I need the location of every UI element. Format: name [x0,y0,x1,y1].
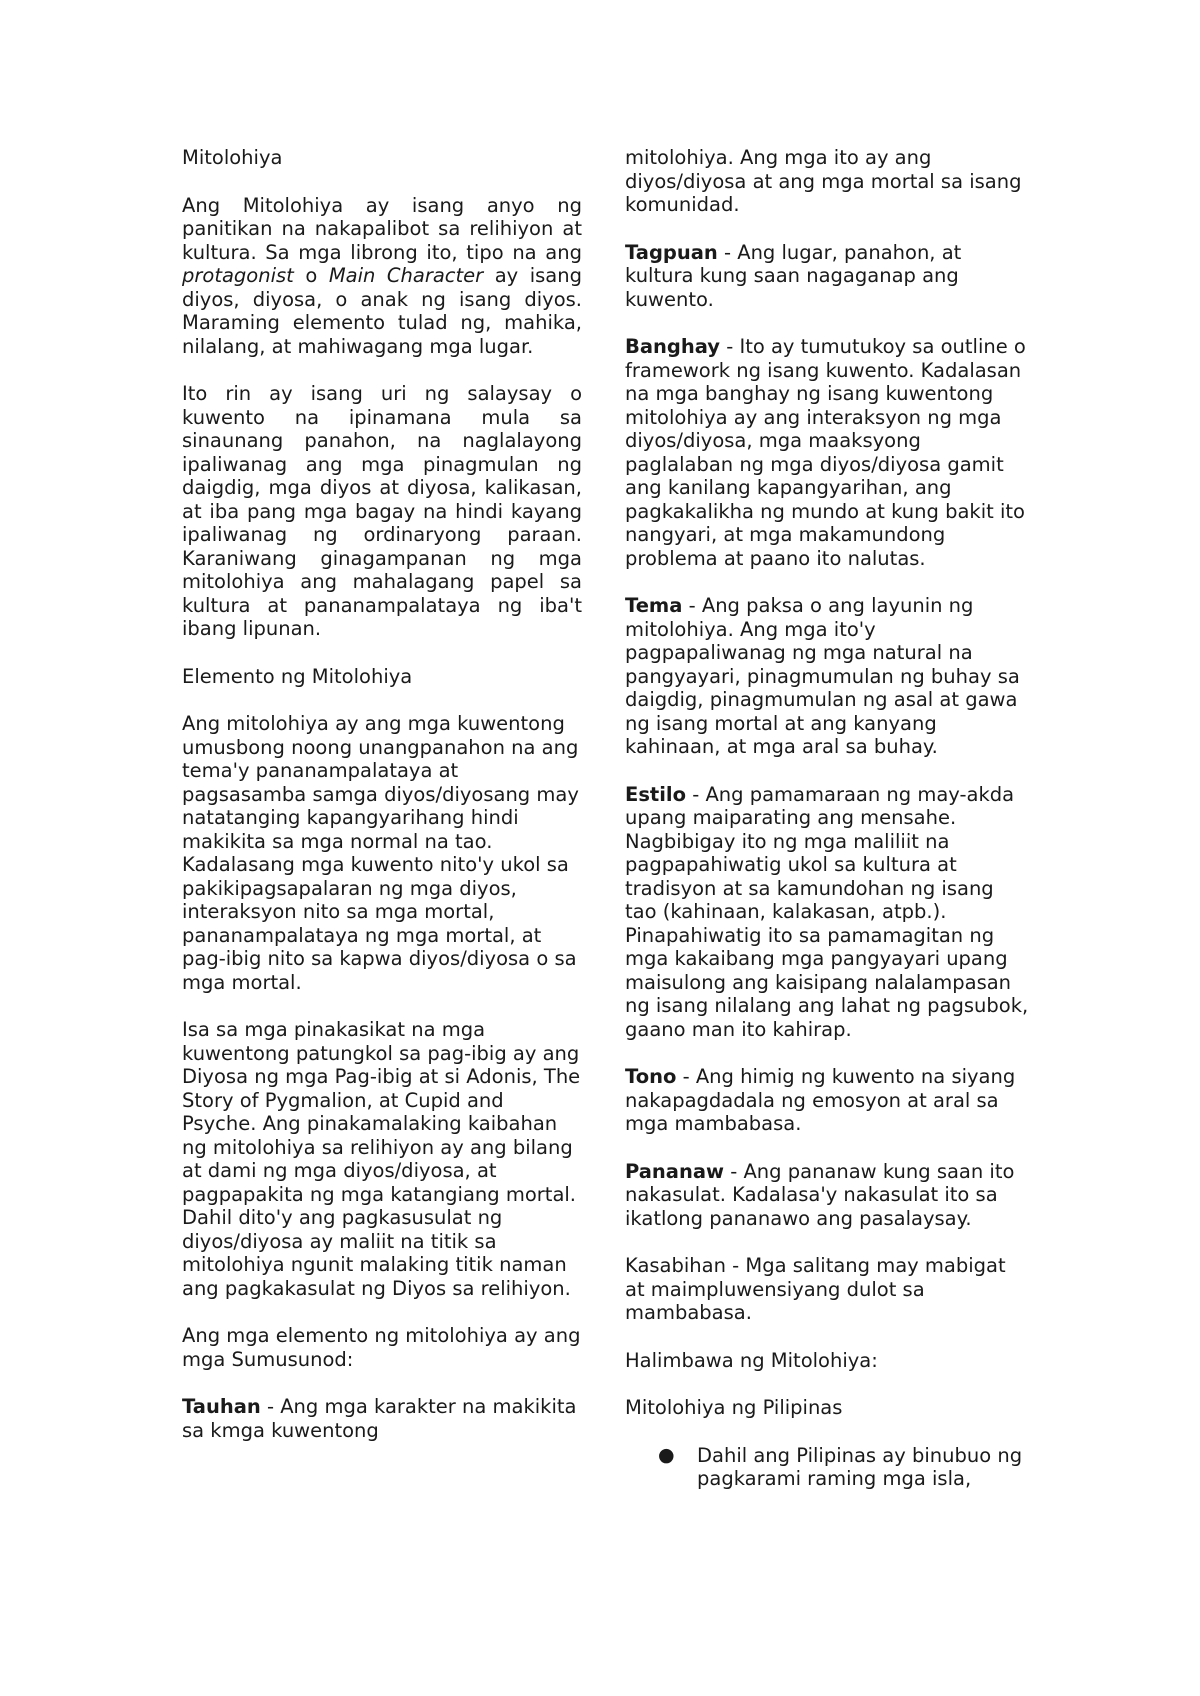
section-heading: Elemento ng Mitolohiya [182,664,413,688]
popular-stories-paragraph: Isa sa mga pinakasikat na mga kuwentong patungkol sa pag-ibig ay ang Diyosa ng mga Pag-ibig at si Adonis, The Story of Pygmalion, at Cupid and Psyche. Ang pinakamalaking kaibahan ng mitolohiya sa relihiyon ay ang bilang at dami ng mga diyos/diyosa, at pagpapakita ng mga katangiang mortal. Dahil dito'y ang pagkasusulat ng diyos/diyosa ay maliit na titik sa mitolohiya ngunit malaking titik naman ang pagkakasulat ng Diyos sa relihiyon. [182,1018,581,1300]
intro-paragraph: Ang Mitolohiya ay isang anyo ng panitikan na nakapalibot sa relihiyon at kultura. Sa mga librong ito, tipo na ang protagonist o Main Character ay isang diyos, diyosa, o anak ng isang diyos. Maraming elemento tulad ng, mahika, nilalang, at mahiwagang mga lugar. [182,193,582,358]
tauhan-term: Tauhan [182,1395,261,1418]
protagonist-term: protagonist [182,264,294,287]
element-kasabihan: Kasabihan - Mga salitang may mabigat at maimpluwensiyang dulot sa mambabasa. [625,1254,1006,1324]
tagpuan-term: Tagpuan [625,240,718,264]
elements-intro-paragraph: Ang mitolohiya ay ang mga kuwentong umusbong noong unangpanahon na ang tema'y pananampalataya at pagsasamba samga diyos/diyosang may natatanging kapangyarihang hindi makikita sa mga normal na tao. Kadalasang mga kuwento nito'y ukol sa pakikipagsapalaran ng mga diyos, interaksyon nito sa mga mortal, pananampalataya ng mga mortal, at pag-ibig nito sa kapwa diyos/diyosa o sa mga mortal. [182,712,579,994]
element-tauhan-continued: mitolohiya. Ang mga ito ay ang diyos/diyosa at ang mga mortal sa isang komunidad. [625,146,1022,216]
definition-paragraph: Ito rin ay isang uri ng salaysay o kuwento na ipinamana mula sa sinaunang panahon, na naglalayong ipaliwanag ang mga pinagmulan ng daigdig, mga diyos at diyosa, kalikasan, at iba pang mga bagay na hindi kayang ipaliwanag ng ordinaryong paraan. Karaniwang ginagampanan ng mga mitolohiya ang mahalagang papel sa kultura at pananampalataya ng iba't ibang lipunan. [182,382,582,640]
tono-term: Tono [625,1065,677,1088]
element-tauhan: Tauhan - Ang mga karakter na makikita sa kmga kuwentong [182,1395,577,1442]
tema-term: Tema [625,594,683,617]
banghay-term: Banghay [625,335,721,358]
examples-heading: Halimbawa ng Mitolohiya: [625,1348,878,1372]
estilo-term: Estilo [625,782,687,806]
element-tema: Tema - Ang paksa o ang layunin ng mitolohiya. Ang mga ito'y pagpapaliwanag ng mga natural na pangyayari, pinagmumulan ng buhay sa daigdig, pinagmumulan ng asal at gawa ng isang mortal at ang kanyang kahinaan, at mga aral sa buhay. [625,594,1020,758]
element-tono: Tono - Ang himig ng kuwento na siyang nakapagdadala ng emosyon at aral sa mga mambabasa. [625,1065,1016,1135]
element-estilo: Estilo - Ang pamamaraan ng may-akda upang maiparating ang mensahe. Nagbibigay ito ng mga maliliit na pagpapahiwatig ukol sa kultura at tradisyon at sa kamundohan ng isang tao (kahinaan, kalakasan, atpb.). Pinapahiwatig ito sa pamamagitan ng mga kakaibang mga pangyayari upang maisulong ang kaisipang nalalampasan ng isang nilalang ang lahat ng pagsubok, gaano man ito kahirap. [625,782,1029,1041]
element-banghay: Banghay - Ito ay tumutukoy sa outline o framework ng isang kuwento. Kadalasan na mga banghay ng isang kuwentong mitolohiya ay ang interaksyon ng mga diyos/diyosa, mga maaksyong paglalaban ng mga diyos/diyosa gamit ang kanilang kapangyarihan, ang pagkakalikha ng mundo at kung bakit ito nangyari, at mga makamundong problema at paano ito nalutas. [625,335,1026,570]
elements-list-intro: Ang mga elemento ng mitolohiya ay ang mga Sumusunod: [182,1324,581,1371]
element-tagpuan: Tagpuan - Ang lugar, panahon, at kultura kung saan nagaganap ang kuwento. [625,240,962,311]
element-pananaw: Pananaw - Ang pananaw kung saan ito nakasulat. Kadalasa'y nakasulat ito sa ikatlong pananawo ang pasalaysay. [625,1159,1015,1230]
bullet-list [625,1444,1031,1491]
list-item: ● Dahil ang Pilipinas ay binubuo ng pagkarami raming mga isla, [658,1443,1023,1490]
main-character-term: Main Character [328,264,484,287]
bullet-icon: ● [658,1443,675,1466]
pananaw-term: Pananaw [625,1159,725,1183]
left-column [182,146,582,1466]
page-title: Mitolohiya [182,146,283,169]
right-column [625,146,1031,1491]
philippines-heading: Mitolohiya ng Pilipinas [625,1396,843,1419]
